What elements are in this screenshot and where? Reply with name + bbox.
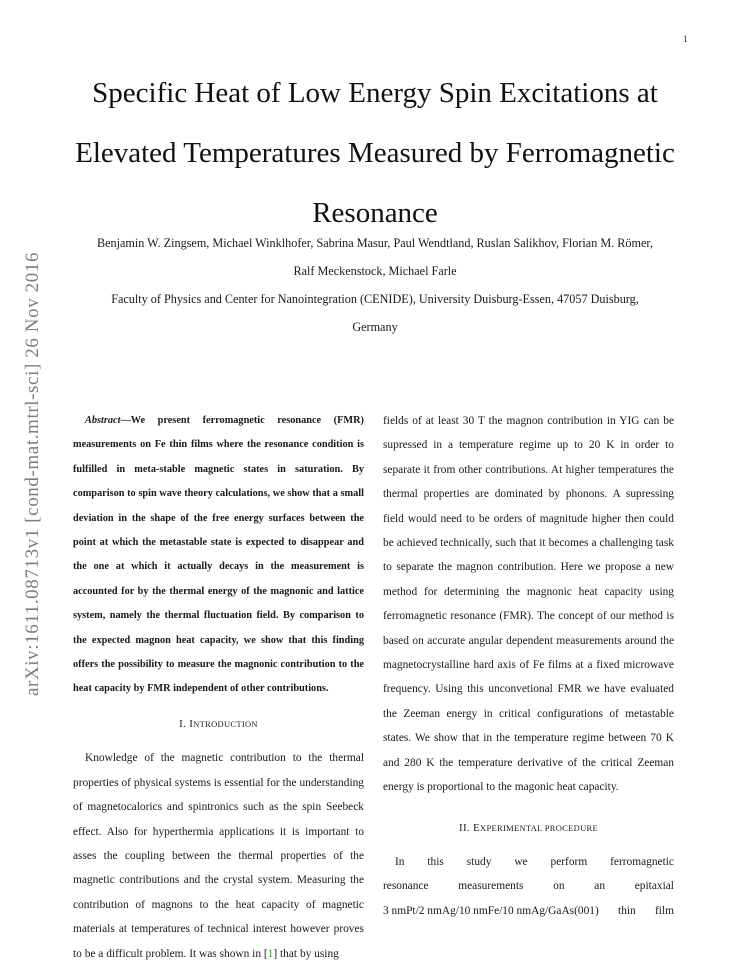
- introduction-paragraph: Knowledge of the magnetic contribution to the thermal properties of physical systems is essential for the understanding of magnetocalorics and spintronics such as the spin Seebeck effect. Also for hyperthermia applications it is important to asses the coupling between the thermal properties of the magnetic contributions and the crystal system. Measuring the contribution of magnons to the heat capacity of magnetic materials at temperatures of technical interest however proves to be a difficult problem. It was shown in [1] that by using: [73, 752, 364, 960]
- introduction-continued: fields of at least 30 T the magnon contribution in YIG can be supressed in a temperature regime up to 20 K in order to separate it from other contributions. At higher temperatures the thermal properties are dominated by phonons. A supressing field would need to be orders of magnitude higher then could be achieved technically, such that it becomes a challenging task to separate the magnon contribution. Here we propose a new method for determining the magnonic heat capacity using ferromagnetic resonance (FMR). The concept of our method is based on accurate angular dependent measurements around the magnetocrystalline hard axis of Fe films at a fixed microwave frequency. Using this unconvetional FMR we have evaluated the Zeeman energy in critical configurations of metastable states. We show that in the temperature regime between 70 K and 280 K the temperature derivative of the critical Zeeman energy is proportional to the magonic heat capacity.: [383, 415, 674, 794]
- right-column: [383, 409, 674, 923]
- text-line: resonance measurements on an epitaxial: [383, 880, 674, 893]
- title-line: Specific Heat of Low Energy Spin Excitations at: [92, 77, 658, 109]
- abstract: [73, 409, 364, 702]
- page-number: 1: [683, 34, 688, 44]
- text-line: In this study we perform ferromagnetic: [395, 855, 674, 868]
- authors-line-1: Benjamin W. Zingsem, Michael Winklhofer, Sabrina Masur, Paul Wendtland, Ruslan Salikhov, Florian M. Römer,: [96, 236, 654, 250]
- left-column: [73, 409, 364, 966]
- title-line: Resonance: [312, 197, 438, 229]
- affiliation-line-1: Faculty of Physics and Center for Nanointegration (CENIDE), University Duisburg-Essen, 47057 Duisburg,: [111, 292, 639, 306]
- abstract-label: Abstract: [85, 415, 121, 426]
- section-heading-experimental: II. EXPERIMENTAL PROCEDURE: [458, 821, 598, 834]
- paper-title: [40, 63, 710, 243]
- arxiv-identifier: arXiv:1611.08713v1 [cond-mat.mtrl-sci] 26 Nov 2016: [22, 251, 43, 696]
- experimental-paragraph: [383, 850, 674, 923]
- affiliation-line-2: Germany: [352, 320, 398, 334]
- section-heading-introduction: I. INTRODUCTION: [179, 717, 258, 730]
- authors-line-2: Ralf Meckenstock, Michael Farle: [293, 264, 457, 278]
- text-line: 3 nmPt/2 nmAg/10 nmFe/10 nmAg/GaAs(001) thin film: [383, 904, 674, 917]
- citation-link[interactable]: 1: [267, 947, 274, 960]
- title-line: Elevated Temperatures Measured by Ferromagnetic: [75, 137, 675, 169]
- abstract-text: —We present ferromagnetic resonance (FMR) measurements on Fe thin films where the resonance condition is fulfilled in meta-stable magnetic states in saturation. By comparison to spin wave theory calculations, we show that a small deviation in the shape of the free energy surfaces between the point at which the metastable state is expected to disappear and the one at which it actually decays in the measurement is accounted for by the thermal energy of the magnonic and lattice system, namely the thermal fluctuation field. By comparison to the expected magnon heat capacity, we show that this finding offers the possibility to measure the magnonic contribution to the heat capacity by FMR independent of other contributions.: [73, 415, 364, 695]
